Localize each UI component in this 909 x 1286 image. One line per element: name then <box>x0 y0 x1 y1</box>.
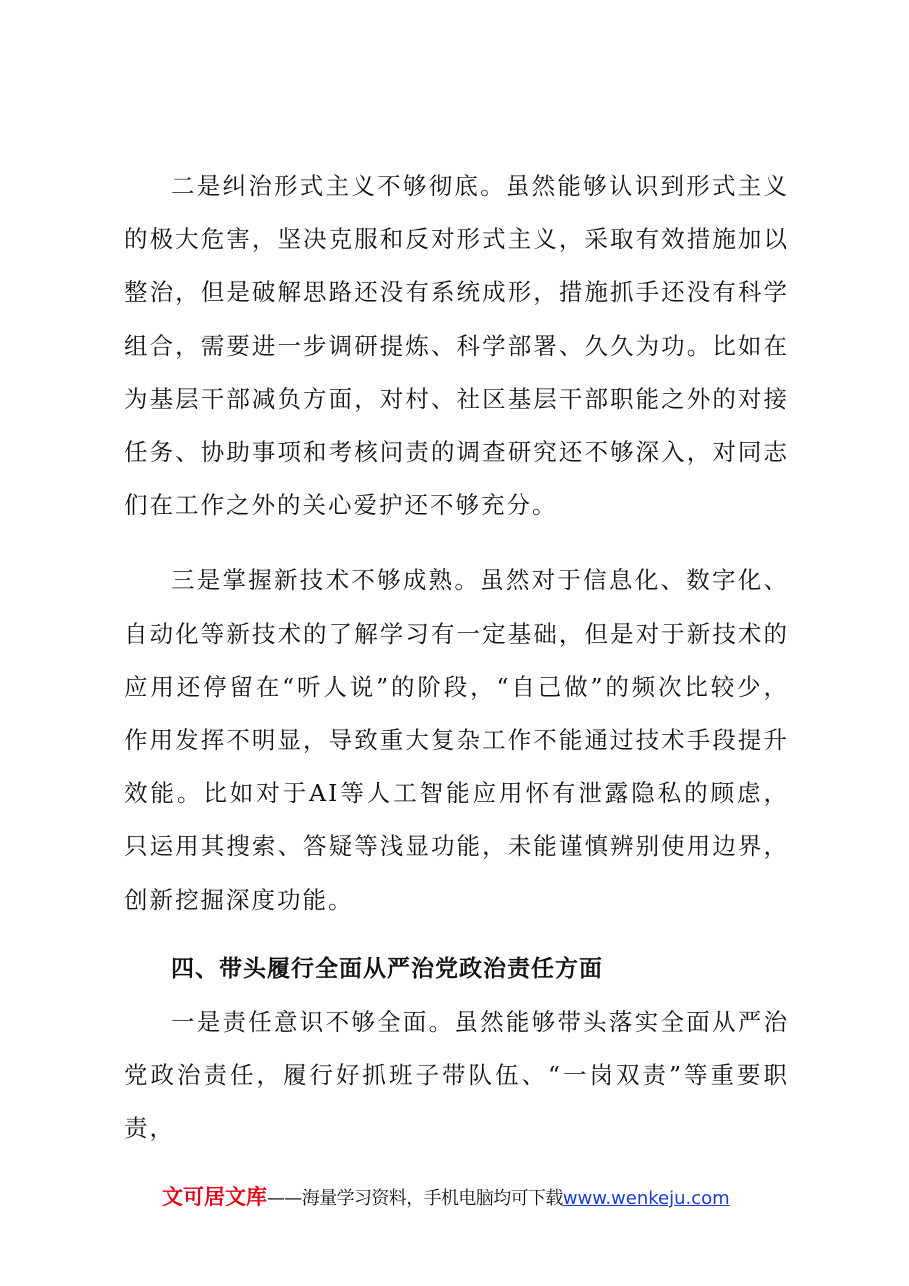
paragraph-formalism: 二是纠治形式主义不够彻底。虽然能够认识到形式主义的极大危害，坚决克服和反对形式主义，采取有效措施加以整治，但是破解思路还没有系统成形，措施抓手还没有科学组合，需要进一步调研提炼、科学部署、久久为功。比如在为基层干部减负方面，对村、社区基层干部职能之外的对接任务、协助事项和考核问责的调查研究还不够深入，对同志们在工作之外的关心爱护还不够充分。 <box>124 172 789 520</box>
section-heading: 四、带头履行全面从严治党政治责任方面 <box>171 955 603 982</box>
footer-banner <box>162 1181 730 1211</box>
footer-brand: 文可居文库 <box>162 1185 267 1209</box>
paragraph-responsibility: 一是责任意识不够全面。虽然能够带头落实全面从严治党政治责任，履行好抓班子带队伍、“一岗双责”等重要职责， <box>124 1008 789 1143</box>
footer-tagline: ——海量学习资料，手机电脑均可下载 <box>267 1188 563 1209</box>
paragraph-new-technology: 三是掌握新技术不够成熟。虽然对于信息化、数字化、自动化等新技术的了解学习有一定基础，但是对于新技术的应用还停留在“听人说”的阶段，“自己做”的频次比较少，作用发挥不明显，导致重大复杂工作不能通过技术手段提升效能。比如对于AI等人工智能应用怀有泄露隐私的顾虑，只运用其搜索、答疑等浅显功能，未能谨慎辨别使用边界，创新挖掘深度功能。 <box>124 566 789 914</box>
footer-link[interactable]: www.wenkeju.com <box>562 1188 730 1209</box>
document-body <box>124 160 789 1156</box>
